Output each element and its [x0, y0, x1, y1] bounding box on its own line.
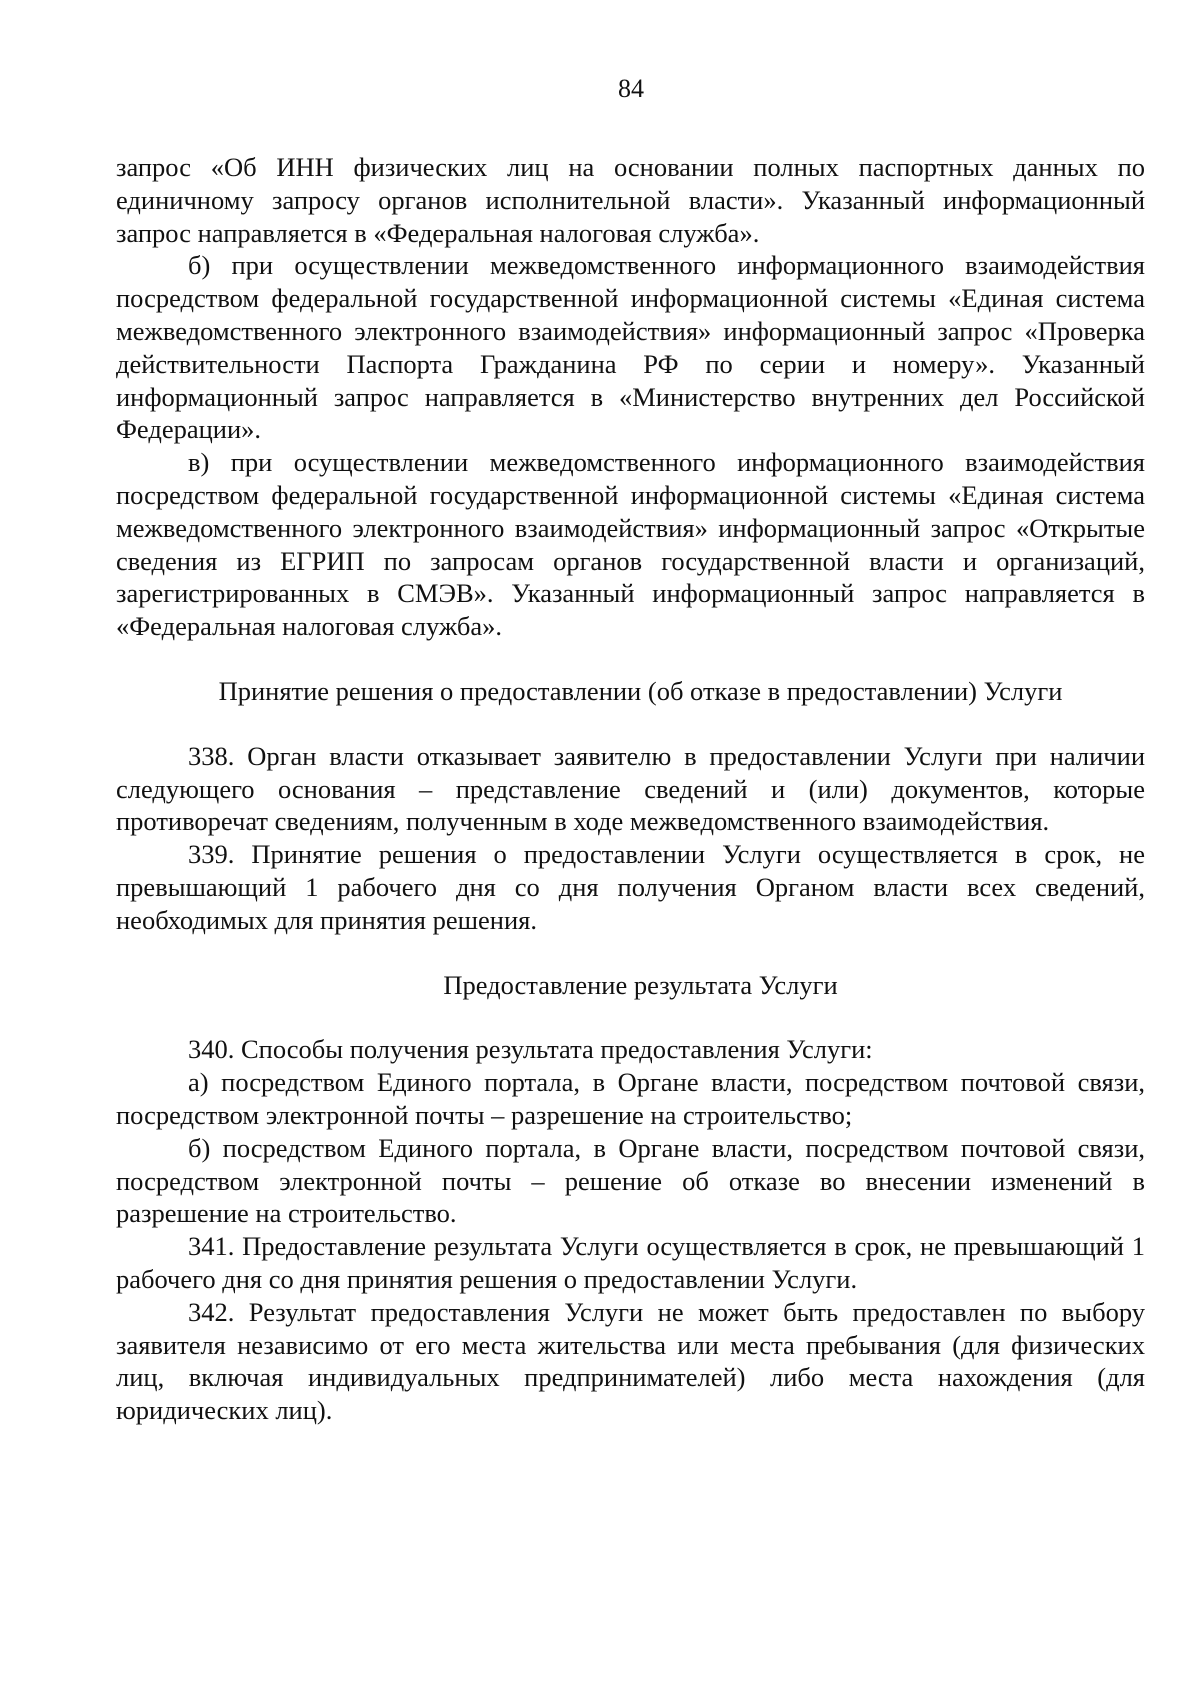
- document-body: [116, 151, 1145, 1427]
- paragraph-item-b: б) при осуществлении межведомственного информационного взаимодействия посредством федеральной государственной информационной системы «Единая система межведомственного электронного взаимодействия» информационный запрос «Проверка действительности Паспорта Гражданина РФ по серии и номеру». Указанный информационный запрос направляется в «Министерство внутренних дел Российской Федерации».: [116, 250, 1145, 445]
- section-heading-decision: Принятие решения о предоставлении (об отказе в предоставлении) Услуги: [218, 675, 1063, 706]
- paragraph-340-a: а) посредством Единого портала, в Органе власти, посредством почтовой связи, посредством электронной почты – разрешение на строительство;: [116, 1067, 1145, 1130]
- paragraph-339: 339. Принятие решения о предоставлении Услуги осуществляется в срок, не превышающий 1 рабочего дня со дня получения Органом власти всех сведений, необходимых для принятия решения.: [116, 839, 1145, 935]
- spacer: [116, 1001, 1145, 1033]
- paragraph-341: 341. Предоставление результата Услуги осуществляется в срок, не превышающий 1 рабочего дня со дня принятия решения о предоставлении Услуги.: [116, 1231, 1145, 1294]
- paragraph-338: 338. Орган власти отказывает заявителю в предоставлении Услуги при наличии следующего основания – представление сведений и (или) документов, которые противоречат сведениям, полученным в ходе межведомственного взаимодействия.: [116, 740, 1145, 837]
- section-heading-result: Предоставление результата Услуги: [443, 969, 838, 1000]
- paragraph-340: 340. Способы получения результата предоставления Услуги:: [188, 1034, 873, 1065]
- paragraph-intro-continuation: запрос «Об ИНН физических лиц на основании полных паспортных данных по единичному запросу органов исполнительной власти». Указанный информационный запрос направляется в «Федеральная налоговая служба».: [116, 152, 1145, 248]
- spacer: [116, 937, 1145, 969]
- paragraph-item-v: в) при осуществлении межведомственного информационного взаимодействия посредством федеральной государственной информационной системы «Единая система межведомственного электронного взаимодействия» информационный запрос «Открытые сведения из ЕГРИП по запросам органов государственной власти и организаций, зарегистрированных в СМЭВ». Указанный информационный запрос направляется в «Федеральная налоговая служба».: [116, 447, 1145, 642]
- paragraph-342: 342. Результат предоставления Услуги не может быть предоставлен по выбору заявителя независимо от его места жительства или места пребывания (для физических лиц, включая индивидуальных предпринимателей) либо места нахождения (для юридических лиц).: [116, 1296, 1145, 1426]
- spacer: [116, 708, 1145, 740]
- paragraph-340-b: б) посредством Единого портала, в Органе власти, посредством почтовой связи, посредством электронной почты – решение об отказе во внесении изменений в разрешение на строительство.: [116, 1132, 1145, 1229]
- spacer: [116, 643, 1145, 675]
- page-number: 84: [618, 74, 644, 103]
